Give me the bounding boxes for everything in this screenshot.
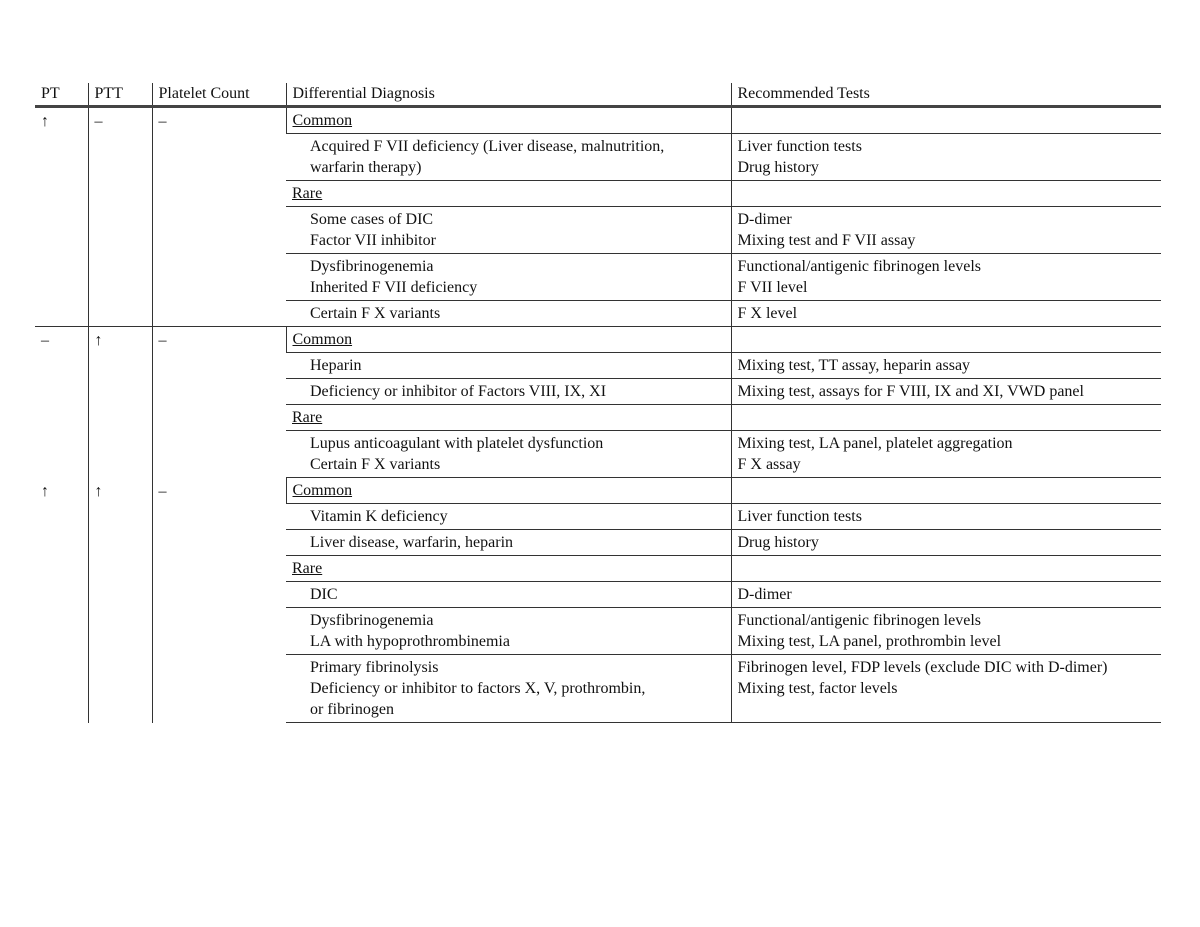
diagnosis-cell: [286, 254, 731, 301]
test-text: Drug history: [737, 534, 819, 551]
header-ptt: PTT: [88, 83, 152, 107]
header-recommended-tests: Recommended Tests: [731, 83, 1161, 107]
differential-diagnosis-table: [35, 83, 1161, 723]
category-rare: Rare: [286, 556, 731, 582]
test-text: Liver function tests: [737, 508, 862, 525]
test-text: F VII level: [737, 279, 808, 296]
tests-cell: [731, 254, 1161, 301]
diagnosis-cell: [286, 207, 731, 254]
header-pt: PT: [35, 83, 88, 107]
tests-cell: [731, 655, 1161, 723]
diagnosis-cell: [286, 504, 731, 530]
diagnosis-text: Lupus anticoagulant with platelet dysfunction: [310, 435, 604, 452]
diagnosis-text: warfarin therapy): [310, 159, 422, 176]
test-text: Liver function tests: [737, 138, 862, 155]
pt-value: ↑: [41, 482, 49, 500]
diagnosis-cell: [286, 353, 731, 379]
test-text: Mixing test, LA panel, platelet aggregation: [737, 435, 1013, 452]
ptt-value: ↑: [88, 478, 152, 723]
diagnosis-text: Dysfibrinogenemia: [310, 612, 434, 629]
diagnosis-text: Primary fibrinolysis: [310, 659, 439, 676]
tests-cell: [731, 379, 1161, 405]
category-common: Common: [286, 327, 731, 353]
empty-cell: [731, 181, 1161, 207]
test-text: Mixing test and F VII assay: [737, 232, 916, 249]
tests-cell: [731, 431, 1161, 478]
diagnosis-text: Some cases of DIC: [310, 211, 434, 228]
category-row: [35, 107, 1161, 134]
pt-value: ↑: [35, 107, 88, 327]
header-differential-diagnosis: Differential Diagnosis: [286, 83, 731, 107]
diagnosis-cell: [286, 530, 731, 556]
diagnosis-text: DIC: [310, 586, 338, 603]
coagulation-table-container: [35, 83, 1161, 723]
platelet-count-value: –: [152, 107, 286, 327]
diagnosis-text: Certain F X variants: [310, 305, 441, 322]
header-platelet-count: Platelet Count: [152, 83, 286, 107]
tests-cell: [731, 207, 1161, 254]
test-text: Functional/antigenic fibrinogen levels: [737, 612, 981, 629]
tests-cell: [731, 504, 1161, 530]
diagnosis-cell: [286, 608, 731, 655]
test-text: F X level: [737, 305, 798, 322]
tests-cell: [731, 530, 1161, 556]
diagnosis-text: Deficiency or inhibitor to factors X, V, prothrombin,: [310, 680, 646, 697]
test-text: Mixing test, factor levels: [737, 680, 898, 697]
tests-cell: [731, 301, 1161, 327]
diagnosis-text: Heparin: [310, 357, 362, 374]
diagnosis-text: Liver disease, warfarin, heparin: [310, 534, 514, 551]
test-text: D-dimer: [737, 586, 792, 603]
test-text: F X assay: [737, 456, 801, 473]
table-header: [35, 83, 1161, 107]
category-common: Common: [286, 107, 731, 134]
empty-cell: [731, 107, 1161, 134]
diagnosis-cell: [286, 655, 731, 723]
test-text: Mixing test, TT assay, heparin assay: [737, 357, 971, 374]
ptt-value: –: [88, 107, 152, 327]
diagnosis-text: LA with hypoprothrombinemia: [310, 633, 510, 650]
test-text: D-dimer: [737, 211, 792, 228]
pt-value: –: [41, 332, 49, 349]
diagnosis-cell: [286, 431, 731, 478]
diagnosis-text: Acquired F VII deficiency (Liver disease, malnutrition,: [310, 138, 665, 155]
diagnosis-cell: [286, 582, 731, 608]
empty-cell: [731, 556, 1161, 582]
tests-cell: [731, 582, 1161, 608]
test-text: Functional/antigenic fibrinogen levels: [737, 258, 981, 275]
diagnosis-text: Deficiency or inhibitor of Factors VIII, IX, XI: [310, 383, 607, 400]
test-text: Drug history: [737, 159, 819, 176]
category-row: [35, 327, 1161, 353]
platelet-count-value: –: [152, 327, 286, 478]
category-rare: Rare: [286, 181, 731, 207]
diagnosis-text: Inherited F VII deficiency: [310, 279, 478, 296]
test-text: Fibrinogen level, FDP levels (exclude DIC with D-dimer): [737, 659, 1108, 676]
tests-cell: [731, 134, 1161, 181]
diagnosis-text: or fibrinogen: [310, 701, 394, 718]
diagnosis-cell: [286, 134, 731, 181]
diagnosis-text: Dysfibrinogenemia: [310, 258, 434, 275]
diagnosis-text: Vitamin K deficiency: [310, 508, 448, 525]
empty-cell: [731, 405, 1161, 431]
category-row: [35, 478, 1161, 504]
table-body: [35, 107, 1161, 723]
diagnosis-text: Factor VII inhibitor: [310, 232, 436, 249]
tests-cell: [731, 353, 1161, 379]
empty-cell: [731, 478, 1161, 504]
empty-cell: [731, 327, 1161, 353]
ptt-value: ↑: [88, 327, 152, 478]
header-row: [35, 83, 1161, 107]
diagnosis-text: Certain F X variants: [310, 456, 441, 473]
category-common: Common: [286, 478, 731, 504]
tests-cell: [731, 608, 1161, 655]
diagnosis-cell: [286, 301, 731, 327]
test-text: Mixing test, assays for F VIII, IX and XI, VWD panel: [737, 383, 1084, 400]
diagnosis-cell: [286, 379, 731, 405]
category-rare: Rare: [286, 405, 731, 431]
test-text: Mixing test, LA panel, prothrombin level: [737, 633, 1002, 650]
platelet-count-value: –: [152, 478, 286, 723]
